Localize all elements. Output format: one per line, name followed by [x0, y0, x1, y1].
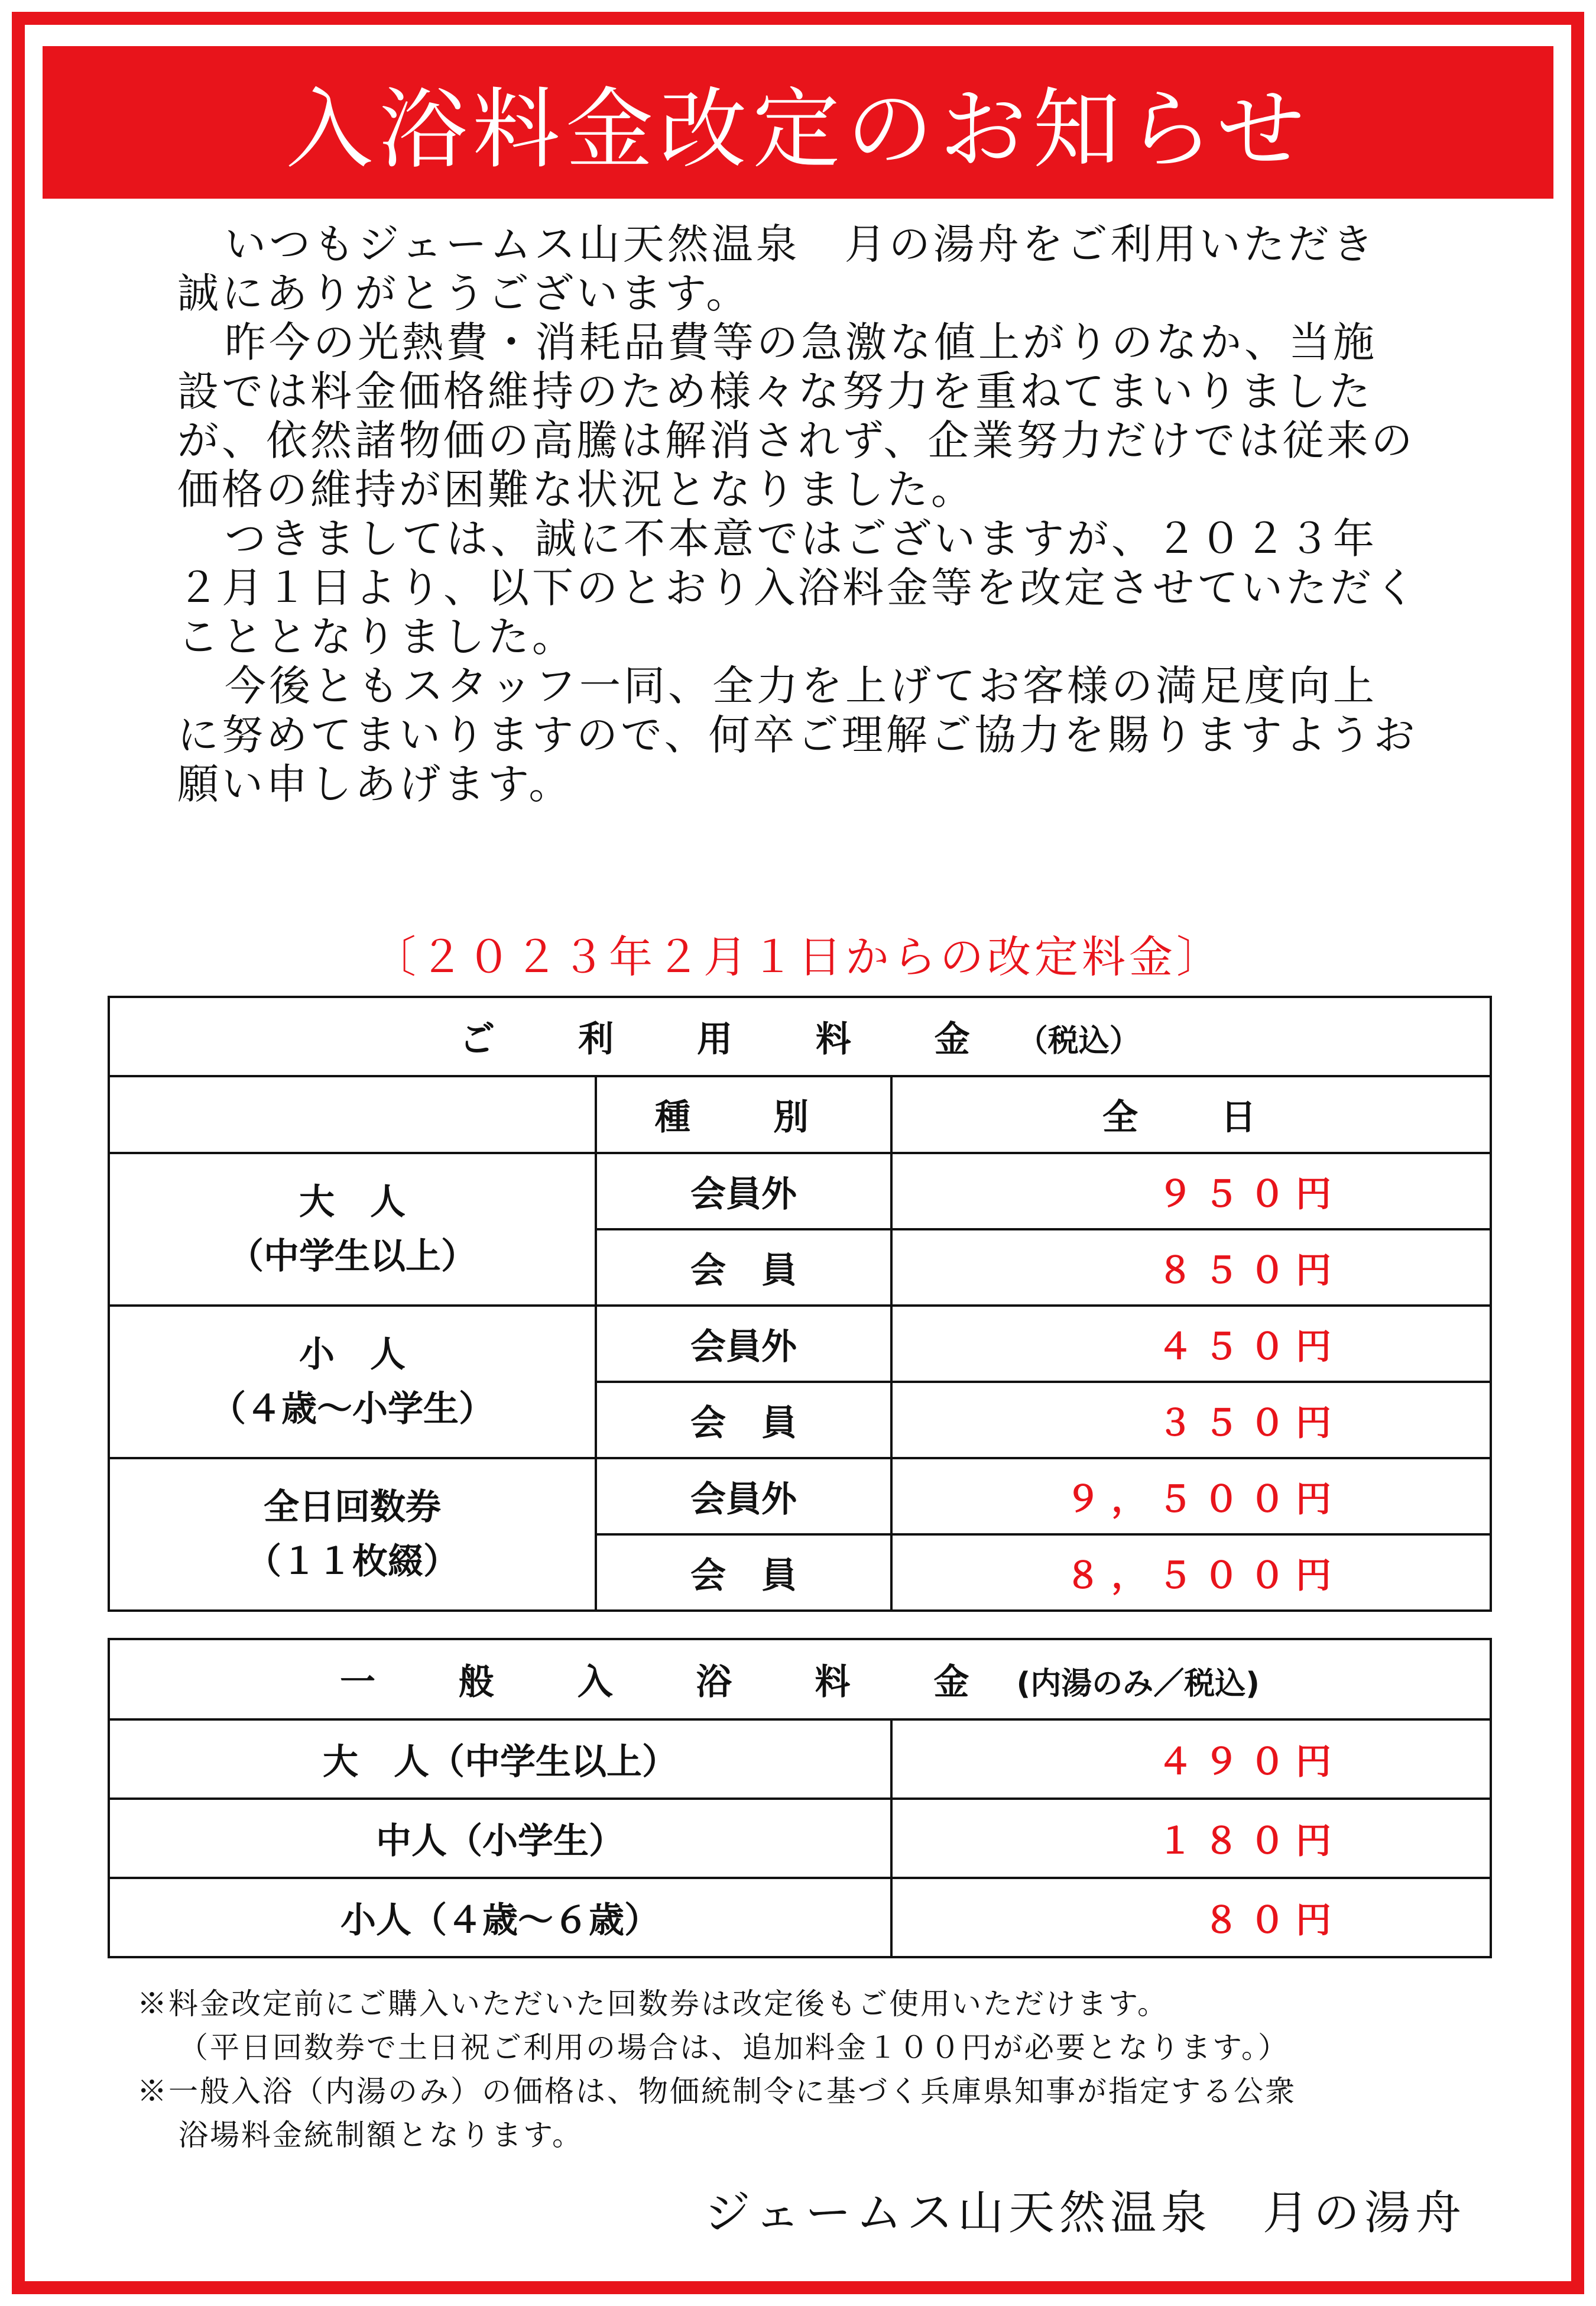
intro-paragraph-4: 今後ともスタッフ一同、全力を上げてお客様の満足度向上に努めてまいりますので、何卒ご理解ご協力を賜りますようお願い申しあげます。 [177, 662, 1418, 808]
category-sub: （４歳～小学生） [210, 1388, 494, 1430]
title-banner [43, 46, 1553, 199]
price-cell: ３５０円 [891, 1382, 1491, 1458]
type-cell: 会員外 [596, 1458, 891, 1534]
type-cell: 会員外 [596, 1306, 891, 1382]
price-cell: ８０円 [891, 1878, 1491, 1957]
price-cell: ４９０円 [891, 1719, 1491, 1799]
footnotes [137, 1982, 1497, 2157]
price-cell: ８，５００円 [891, 1534, 1491, 1611]
general-table-header [109, 1639, 1491, 1719]
type-cell: 会 員 [596, 1229, 891, 1306]
general-table-note: (内湯のみ／税込) [1016, 1666, 1260, 1702]
category-name: 全日回数券 [264, 1486, 441, 1528]
general-table-title: 一 般 入 浴 料 金 [340, 1662, 1005, 1703]
category-child [109, 1306, 596, 1458]
usage-table-header [109, 997, 1491, 1076]
facility-name: ジェームス山天然温泉 月の湯舟 [704, 2187, 1466, 2240]
general-label-cell: 大 人（中学生以上） [109, 1719, 891, 1799]
intro-paragraph-2: 昨今の光熱費・消耗品費等の急激な値上がりのなか、当施設では料金価格維持のため様々な努力を重ねてまいりましたが、依然諸物価の高騰は解消されず、企業努力だけでは従来の価格の維持が困難な状況となりました。 [177, 318, 1416, 514]
blank-header-cell [109, 1076, 596, 1153]
usage-fee-table [108, 996, 1492, 1612]
price-cell: ４５０円 [891, 1306, 1491, 1382]
price-cell: ８５０円 [891, 1229, 1491, 1306]
category-sub: （１１枚綴） [246, 1541, 459, 1582]
intro-text [177, 220, 1419, 809]
usage-table-title: ご 利 用 料 金 [459, 1019, 1005, 1060]
intro-paragraph-1: いつもジェームス山天然温泉 月の湯舟をご利用いただき誠にありがとうございます。 [177, 220, 1377, 318]
general-bath-fee-table [108, 1638, 1492, 1958]
category-adult [109, 1153, 596, 1306]
price-cell: １８０円 [891, 1799, 1491, 1878]
general-label-cell: 中人（小学生） [109, 1799, 891, 1878]
page-title: 入浴料金改定のお知らせ [286, 79, 1310, 180]
type-column-header: 種 別 [596, 1076, 891, 1153]
allday-column-header: 全 日 [891, 1076, 1491, 1153]
category-name: 小 人 [299, 1334, 406, 1375]
price-cell: ９５０円 [891, 1153, 1491, 1229]
note-line: ※一般入浴（内湯のみ）の価格は、物価統制令に基づく兵庫県知事が指定する公衆 [137, 2074, 1296, 2109]
category-coupon [109, 1458, 596, 1611]
note-line: ※料金改定前にご購入いただいた回数券は改定後もご使用いただけます。 [137, 1987, 1169, 2021]
price-cell: ９，５００円 [891, 1458, 1491, 1534]
type-cell: 会 員 [596, 1382, 891, 1458]
period-heading: 〔２０２３年２月１日からの改定料金〕 [372, 932, 1224, 983]
note-line: （平日回数券で土日祝ご利用の場合は、追加料金１００円が必要となります。） [179, 2030, 1289, 2065]
category-sub: （中学生以上） [228, 1236, 476, 1277]
type-cell: 会員外 [596, 1153, 891, 1229]
note-line: 浴場料金統制額となります。 [179, 2118, 583, 2152]
type-cell: 会 員 [596, 1534, 891, 1611]
tax-note: （税込） [1017, 1024, 1140, 1059]
intro-paragraph-3: つきましては、誠に不本意ではございますが、２０２３年２月１日より、以下のとおり入浴料金等を改定させていただくこととなりました。 [177, 514, 1419, 661]
general-label-cell: 小人（４歳～６歳） [109, 1878, 891, 1957]
category-name: 大 人 [299, 1181, 406, 1223]
